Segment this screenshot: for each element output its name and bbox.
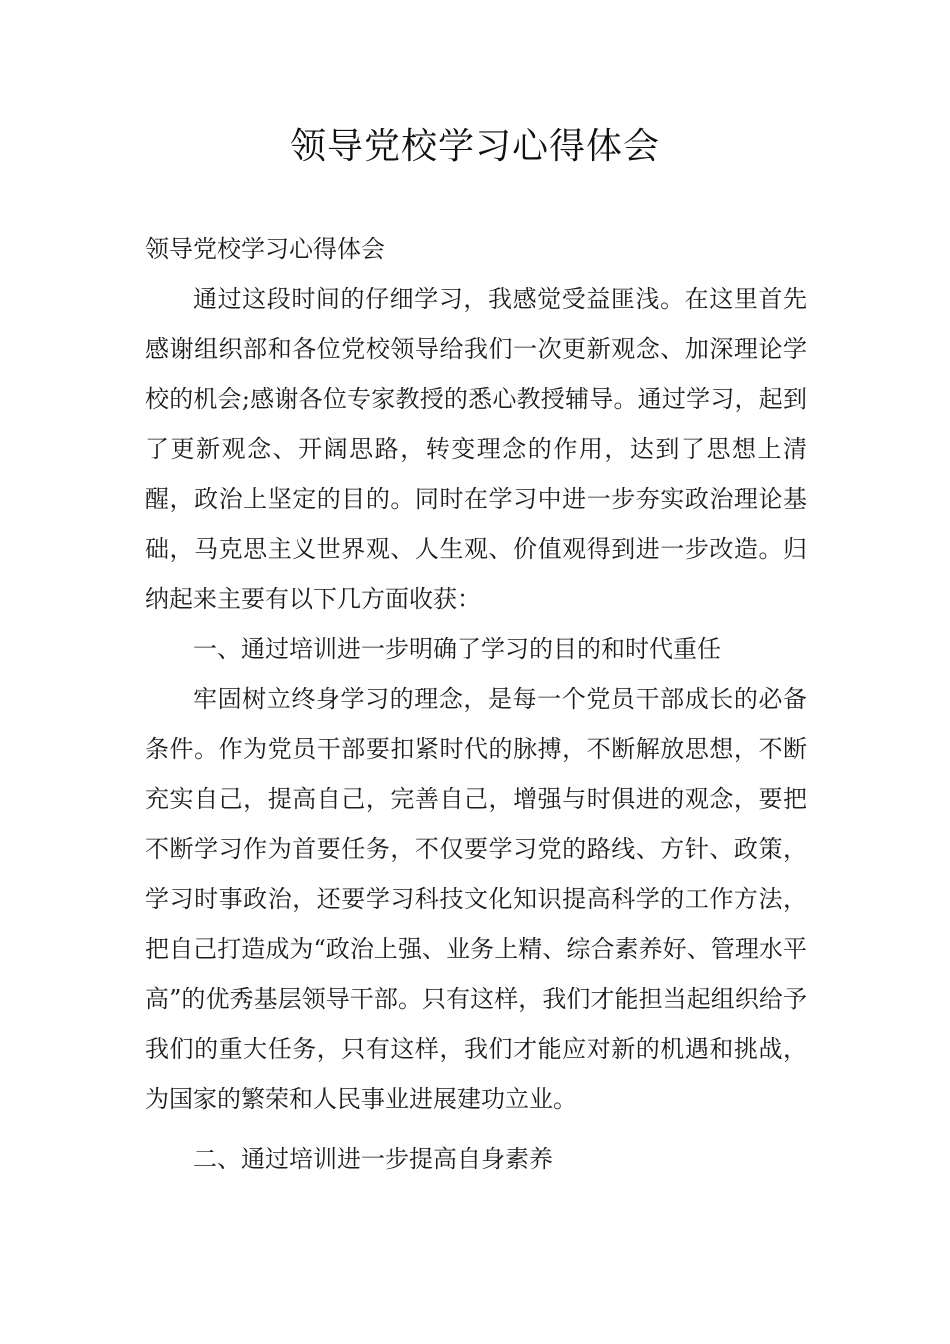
document-body: [145, 224, 807, 1184]
document-title: 领导党校学习心得体会: [289, 126, 660, 167]
document-subtitle: 领导党校学习心得体会: [145, 235, 385, 263]
section-heading-2: 二、通过培训进一步提高自身素养: [193, 1145, 553, 1173]
paragraph-intro: 通过这段时间的仔细学习，我感觉受益匪浅。在这里首先感谢组织部和各位党校领导给我们一次更新观念、加深理论学校的机会;感谢各位专家教授的悉心教授辅导。通过学习，起到了更新观念、开阔思路，转变理念的作用，达到了思想上清醒，政治上坚定的目的。同时在学习中进一步夯实政治理论基础，马克思主义世界观、人生观、价值观得到进一步改造。归纳起来主要有以下几方面收获：: [145, 285, 807, 613]
section-heading-1: 一、通过培训进一步明确了学习的目的和时代重任: [193, 635, 721, 663]
paragraph-section-1: 牢固树立终身学习的理念，是每一个党员干部成长的必备条件。作为党员干部要扣紧时代的脉搏，不断解放思想，不断充实自己，提高自己，完善自己，增强与时俱进的观念，要把不断学习作为首要任务，不仅要学习党的路线、方针、政策，学习时事政治，还要学习科技文化知识提高科学的工作方法，把自己打造成为“政治上强、业务上精、综合素养好、管理水平高”的优秀基层领导干部。只有这样，我们才能担当起组织给予我们的重大任务，只有这样，我们才能应对新的机遇和挑战，为国家的繁荣和人民事业进展建功立业。: [145, 685, 807, 1113]
